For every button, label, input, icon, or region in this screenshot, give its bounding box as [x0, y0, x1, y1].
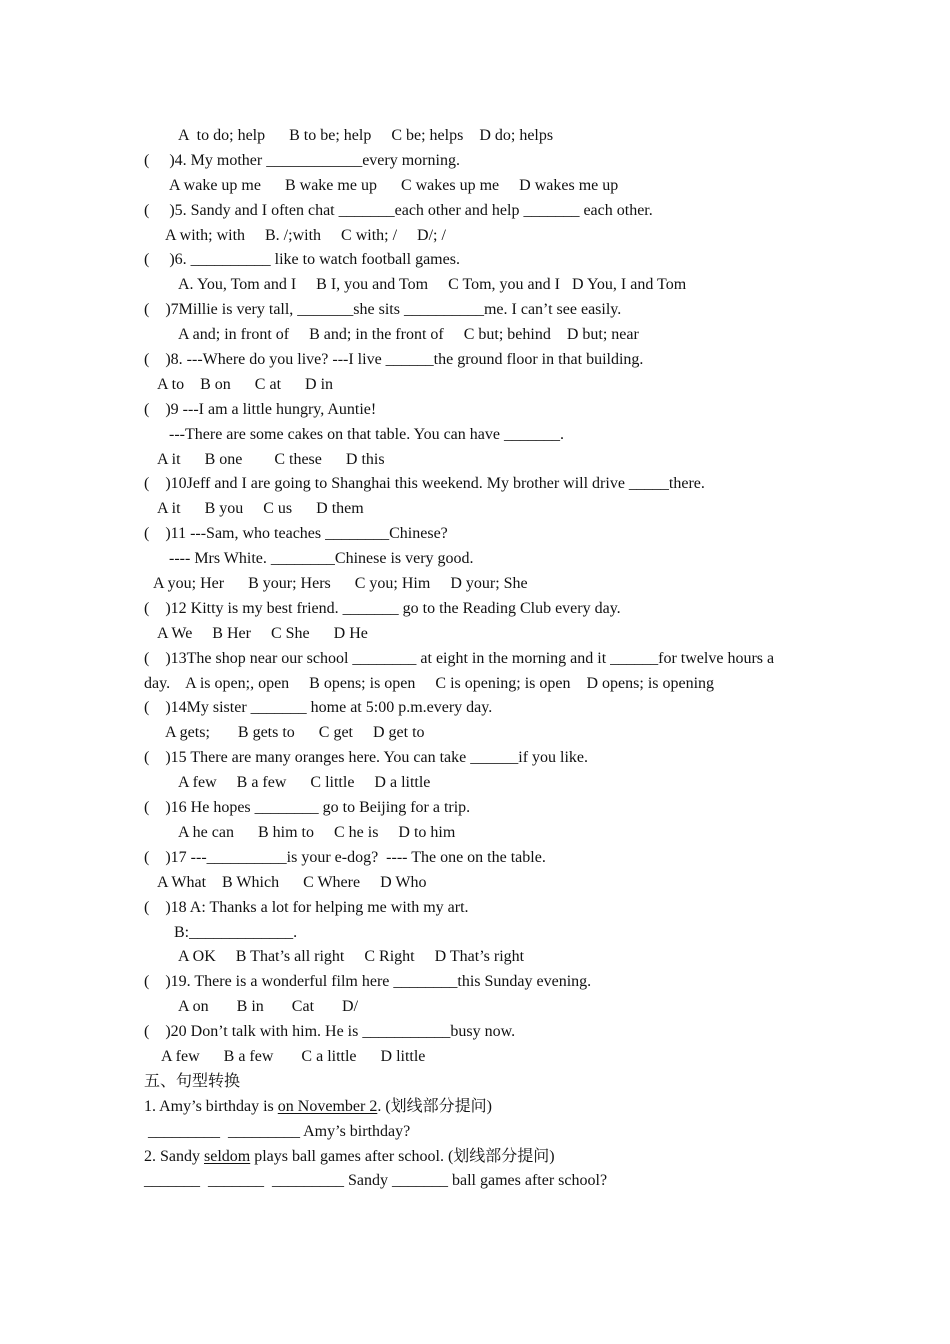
- text-line: ( )17 ---__________is your e-dog? ---- The one on the table.: [144, 848, 546, 866]
- text-line: ( )10Jeff and I are going to Shanghai this weekend. My brother will drive _____there.: [144, 475, 705, 493]
- text-line: ( )18 A: Thanks a lot for helping me with my art.: [144, 898, 469, 916]
- question-lines: [0, 124, 950, 1095]
- rewrite-answer-1: _________ _________ Amy’s birthday?: [144, 1122, 411, 1140]
- text-line: ( )5. Sandy and I often chat _______each other and help _______ each other.: [144, 201, 653, 219]
- text-line: ( )9 ---I am a little hungry, Auntie!: [144, 400, 377, 418]
- text-line: A to B on C at D in: [157, 375, 334, 393]
- q2-text: 2. Sandy: [144, 1147, 204, 1165]
- q2-instruction: plays ball games after school. (划线部分提问): [250, 1147, 555, 1165]
- text-line: ---- Mrs White. ________Chinese is very good.: [169, 550, 474, 568]
- text-line: ---There are some cakes on that table. You can have _______.: [169, 425, 564, 443]
- text-line: ( )8. ---Where do you live? ---I live ______the ground floor in that building.: [144, 351, 644, 369]
- text-line: A wake up me B wake me up C wakes up me D wakes me up: [169, 176, 619, 194]
- text-line: ( )13The shop near our school ________ at eight in the morning and it ______for twelve hours a: [144, 649, 775, 667]
- q1-text: 1. Amy’s birthday is: [144, 1097, 278, 1115]
- text-line: A and; in front of B and; in the front of C but; behind D but; near: [178, 326, 639, 344]
- text-line: A it B you C us D them: [157, 500, 364, 518]
- text-line: 五、句型转换: [144, 1072, 241, 1090]
- text-line: A to do; help B to be; help C be; helps D do; helps: [178, 127, 554, 144]
- text-line: ( )4. My mother ____________every morning.: [144, 151, 460, 169]
- text-line: ( )6. __________ like to watch football games.: [144, 251, 460, 269]
- text-line: A OK B That’s all right C Right D That’s right: [178, 948, 525, 966]
- rewrite-question-2: [0, 1145, 950, 1170]
- worksheet-page: [0, 124, 950, 1194]
- text-line: ( )12 Kitty is my best friend. _______ go to the Reading Club every day.: [144, 599, 621, 617]
- text-line: ( )20 Don’t talk with him. He is ___________busy now.: [144, 1023, 516, 1041]
- text-line: A it B one C these D this: [157, 450, 385, 468]
- text-line: A gets; B gets to C get D get to: [165, 724, 425, 742]
- rewrite-question-1: [0, 1095, 950, 1120]
- text-line: ( )7Millie is very tall, _______she sits __________me. I can’t see easily.: [144, 301, 622, 319]
- text-line: ( )16 He hopes ________ go to Beijing for a trip.: [144, 799, 471, 817]
- text-line: B:_____________.: [174, 923, 298, 941]
- q2-underlined: seldom: [204, 1147, 251, 1165]
- text-line: A you; Her B your; Hers C you; Him D your; She: [153, 575, 528, 593]
- text-line: A. You, Tom and I B I, you and Tom C Tom, you and I D You, I and Tom: [178, 276, 687, 294]
- text-line: ( )11 ---Sam, who teaches ________Chinese?: [144, 525, 448, 543]
- text-line: A What B Which C Where D Who: [157, 873, 427, 891]
- q1-instruction: . (划线部分提问): [377, 1097, 492, 1115]
- text-line: A with; with B. /;with C with; / D/; /: [165, 226, 446, 244]
- text-line: A few B a few C a little D little: [161, 1047, 426, 1065]
- text-line: day. A is open;, open B opens; is open C is opening; is open D opens; is opening: [144, 674, 715, 692]
- rewrite-answer-2: _______ _______ _________ Sandy _______ ball games after school?: [144, 1172, 608, 1190]
- q1-underlined: on November 2: [277, 1097, 378, 1115]
- text-line: A on B in Cat D/: [178, 998, 359, 1016]
- text-line: ( )15 There are many oranges here. You can take ______if you like.: [144, 749, 589, 767]
- text-line: ( )14My sister _______ home at 5:00 p.m.every day.: [144, 699, 493, 717]
- text-line: A he can B him to C he is D to him: [178, 823, 456, 841]
- text-line: A few B a few C little D a little: [178, 774, 431, 792]
- text-line: A We B Her C She D He: [157, 624, 368, 642]
- text-line: ( )19. There is a wonderful film here ________this Sunday evening.: [144, 973, 592, 991]
